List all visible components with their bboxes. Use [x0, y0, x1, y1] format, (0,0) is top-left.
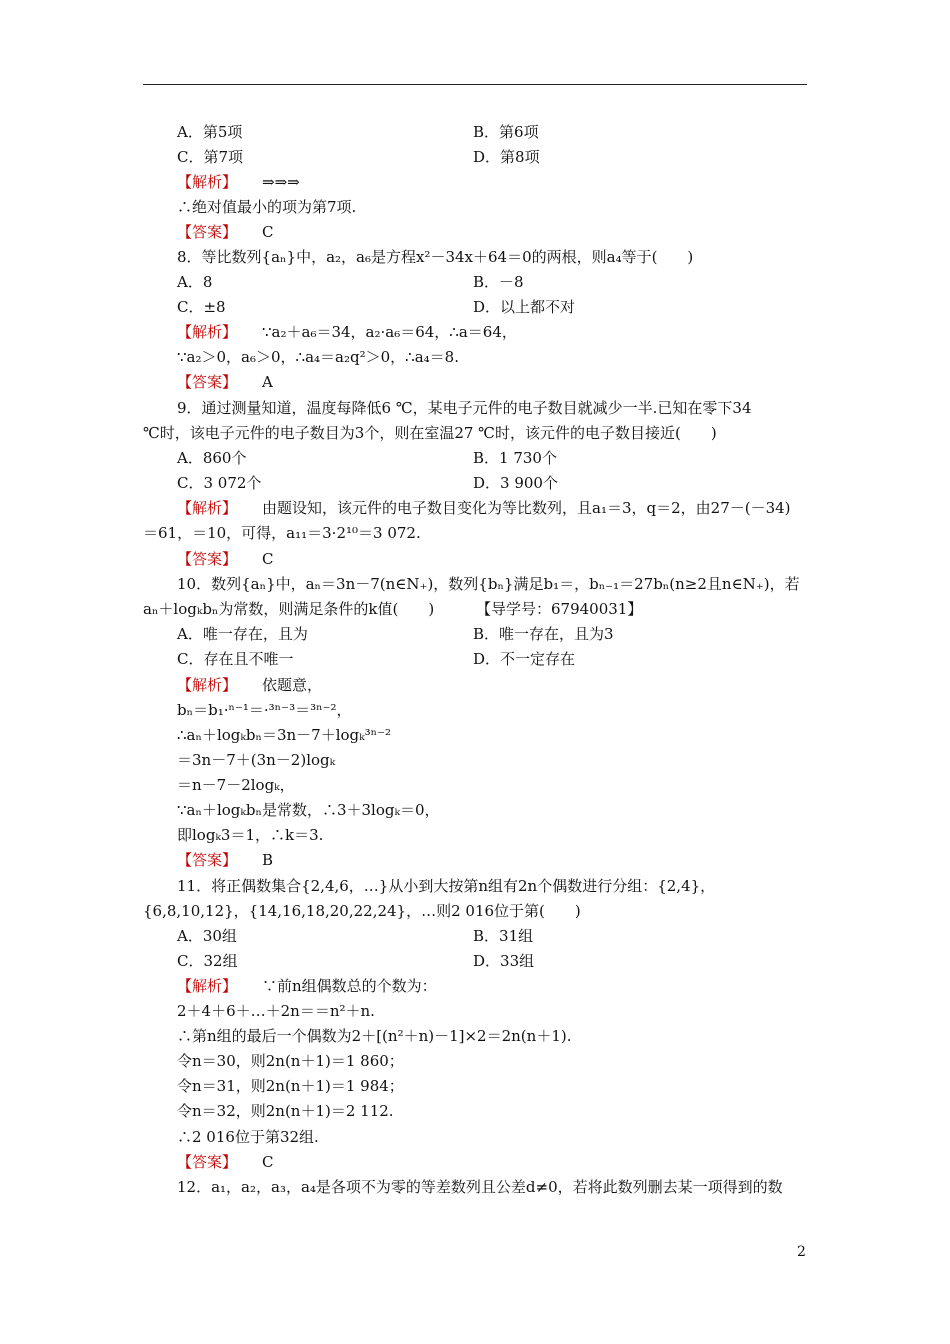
answer-tag: 【答案】: [177, 550, 238, 568]
option-b: B．第6项: [473, 123, 539, 141]
answer-value: A: [262, 373, 273, 391]
option-d: D．以上都不对: [473, 298, 576, 316]
answer-tag: 【答案】: [177, 851, 238, 869]
analysis-text: 令n＝30，则2n(n＋1)＝1 860；: [177, 1052, 404, 1070]
option-b: B．1 730个: [473, 449, 557, 467]
analysis-text: 令n＝31，则2n(n＋1)＝1 984；: [177, 1077, 404, 1095]
analysis-text: ＝61，＝10，可得，a₁₁＝3·2¹⁰＝3 072.: [143, 524, 421, 542]
analysis-text: ∴第n组的最后一个偶数为2＋[(n²＋n)－1]×2＝2n(n＋1).: [177, 1027, 572, 1045]
analysis-text: 即logₖ3＝1，∴k＝3.: [177, 826, 324, 844]
option-d: D．不一定存在: [473, 650, 576, 668]
analysis-tag: 【解析】: [177, 323, 238, 341]
question-text: ℃时，该电子元件的电子数目为3个，则在室温27 ℃时，该元件的电子数目接近( ): [143, 424, 717, 442]
option-a: A．860个: [177, 449, 247, 467]
question-text: {6,8,10,12}，{14,16,18,20,22,24}，…则2 016位于第( ): [143, 902, 581, 920]
analysis-text: ＝3n－7＋(3n－2)logₖ: [177, 751, 336, 769]
analysis-tag: 【解析】: [177, 173, 238, 191]
analysis-text: ∴aₙ＋logₖbₙ＝3n－7＋logₖ³ⁿ⁻²: [177, 726, 392, 744]
option-a: A．8: [177, 273, 213, 291]
analysis-text: ∵a₂＋a₆＝34，a₂·a₆＝64，∴a＝64，: [262, 323, 517, 341]
analysis-text: ∵aₙ＋logₖbₙ是常数，∴3＋3logₖ＝0，: [177, 801, 440, 819]
option-b: B．31组: [473, 927, 534, 945]
answer-value: C: [262, 1153, 274, 1171]
answer-value: B: [262, 851, 274, 869]
question-text: 11．将正偶数集合{2,4,6，…}从小到大按第n组有2n个偶数进行分组：{2,4}，: [177, 877, 716, 895]
analysis-tag: 【解析】: [177, 499, 238, 517]
analysis-text: ＝n－7－2logₖ，: [177, 776, 295, 794]
option-c: C．±8: [177, 298, 226, 316]
analysis-text: 令n＝32，则2n(n＋1)＝2 112.: [177, 1102, 394, 1120]
option-b: B．－8: [473, 273, 524, 291]
analysis-tag: 【解析】: [177, 676, 238, 694]
answer-tag: 【答案】: [177, 223, 238, 241]
answer-tag: 【答案】: [177, 373, 238, 391]
option-a: A．第5项: [177, 123, 243, 141]
option-a: A．30组: [177, 927, 237, 945]
analysis-text: 2＋4＋6＋…＋2n＝＝n²＋n.: [177, 1002, 375, 1020]
analysis-text: 依题意，: [262, 676, 323, 694]
page-number: 2: [797, 1244, 806, 1260]
question-text: 12．a₁，a₂，a₃，a₄是各项不为零的等差数列且公差d≠0，若将此数列删去某一项得到的数: [177, 1178, 783, 1196]
analysis-tag: 【解析】: [177, 977, 238, 995]
question-text: 10．数列{aₙ}中，aₙ＝3n－7(n∈N₊)，数列{bₙ}满足b₁＝，bₙ₋₁＝27bₙ(n≥2且n∈N₊)，若: [177, 575, 800, 593]
analysis-text: ⇒⇒⇒: [262, 173, 300, 191]
answer-value: C: [262, 550, 274, 568]
option-d: D．第8项: [473, 148, 540, 166]
analysis-text: bₙ＝b₁·ⁿ⁻¹＝·³ⁿ⁻³＝³ⁿ⁻²，: [177, 701, 352, 719]
option-c: C．3 072个: [177, 474, 262, 492]
option-d: D．33组: [473, 952, 535, 970]
guide-number: 【导学号：67940031】: [476, 600, 643, 618]
option-c: C．存在且不唯一: [177, 650, 294, 668]
header-rule: [143, 84, 807, 85]
answer-tag: 【答案】: [177, 1153, 238, 1171]
option-c: C．第7项: [177, 148, 244, 166]
answer-value: C: [262, 223, 274, 241]
analysis-text: ∵a₂＞0，a₆＞0，∴a₄＝a₂q²＞0，∴a₄＝8.: [177, 348, 459, 366]
analysis-text: ∴2 016位于第32组.: [177, 1128, 319, 1146]
analysis-text: ∵前n组偶数总的个数为：: [262, 977, 437, 995]
question-text: 8．等比数列{aₙ}中，a₂，a₆是方程x²－34x＋64＝0的两根，则a₄等于( ): [177, 248, 694, 266]
option-a: A．唯一存在，且为: [177, 625, 308, 643]
question-text: aₙ＋logₖbₙ为常数，则满足条件的k值( ): [143, 600, 435, 618]
question-text: 9．通过测量知道，温度每降低6 ℃，某电子元件的电子数目就减少一半.已知在零下34: [177, 399, 752, 417]
option-d: D．3 900个: [473, 474, 558, 492]
option-b: B．唯一存在，且为3: [473, 625, 614, 643]
option-c: C．32组: [177, 952, 238, 970]
analysis-text: ∴绝对值最小的项为第7项.: [177, 198, 357, 216]
analysis-text: 由题设知，该元件的电子数目变化为等比数列，且a₁＝3，q＝2，由27－(－34): [262, 499, 791, 517]
